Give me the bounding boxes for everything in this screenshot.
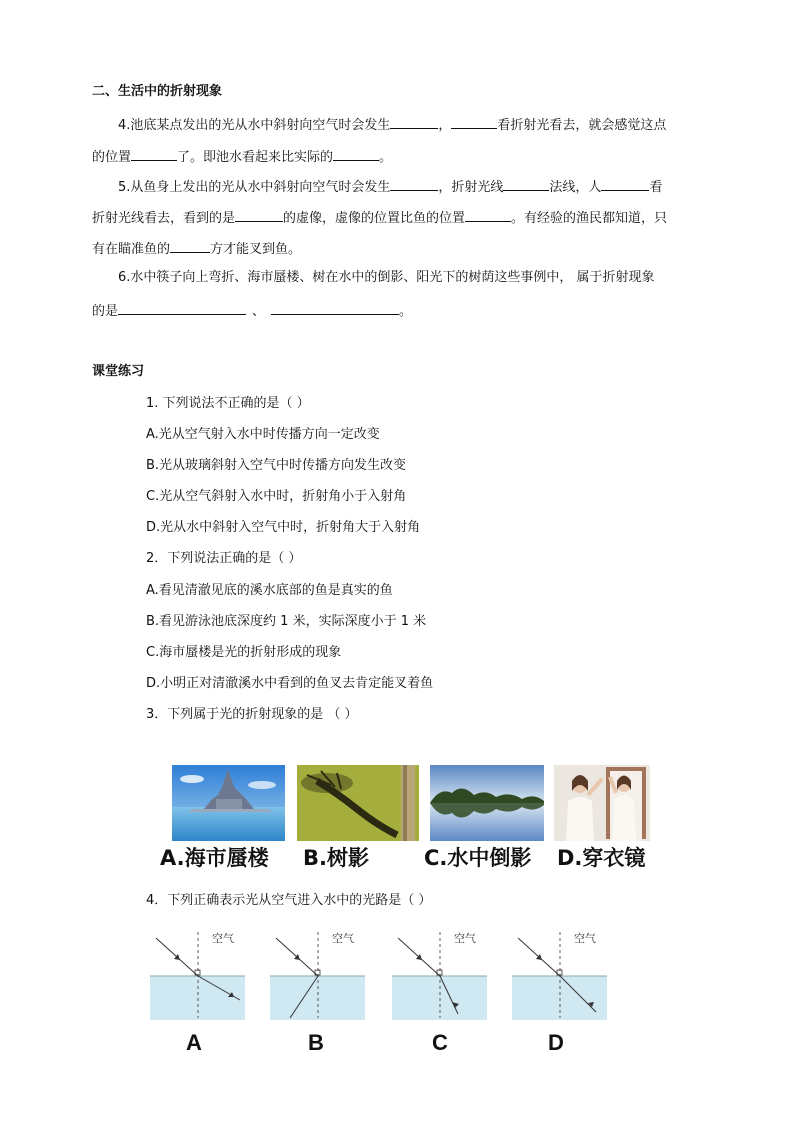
q4-label-a: A [186, 1030, 202, 1055]
practice-q1-option-d[interactable]: D.光从水中斜射入空气中时，折射角大于入射角 [146, 520, 421, 535]
q4-text-3: 看折射光看去，就会感觉这点 [497, 118, 667, 133]
q5-blank-3[interactable] [601, 176, 649, 191]
q5-text-1: 5.从鱼身上发出的光从水中斜射向空气时会发生 [118, 180, 391, 195]
q4-label-c: C [432, 1030, 448, 1055]
practice-q3-stem: 3．下列属于光的折射现象的是 （ ） [146, 707, 358, 722]
section-heading: 二、生活中的折射现象 [92, 84, 223, 99]
light-path-diagram-d[interactable] [512, 928, 607, 1024]
q4-blank-2[interactable] [451, 114, 497, 129]
q5-blank-5[interactable] [465, 207, 511, 222]
q4-blank-1[interactable] [390, 114, 438, 129]
q5-text-2: ，折射光线 [438, 180, 504, 195]
q6-text-1: 的是 [92, 304, 119, 319]
practice-q1-option-c[interactable]: C.光从空气斜射入水中时，折射角小于入射角 [146, 489, 407, 504]
q6-blank-1[interactable] [118, 300, 246, 315]
q4-text-4: 的位置 [92, 150, 132, 165]
light-path-diagram-c[interactable] [392, 928, 487, 1024]
q6-text-2: 、 [252, 304, 266, 319]
q4-line1 [118, 114, 666, 136]
practice-q2-option-c[interactable]: C.海市蜃楼是光的折射形成的现象 [146, 645, 342, 660]
light-path-diagram-a[interactable] [150, 928, 245, 1024]
practice-q2-stem: 2．下列说法正确的是（ ） [146, 551, 302, 566]
q4-blank-4[interactable] [333, 146, 379, 161]
q5-text-4: 看 [649, 180, 663, 195]
q5-blank-2[interactable] [503, 176, 549, 191]
q5-text-9: 方才能叉到鱼。 [210, 242, 302, 257]
practice-q4-stem: 4．下列正确表示光从空气进入水中的光路是（ ） [146, 893, 432, 908]
practice-q2-option-a[interactable]: A.看见清澈见底的溪水底部的鱼是真实的鱼 [146, 583, 393, 598]
q4-line2 [92, 146, 392, 168]
tree-shadow-photo[interactable] [297, 765, 419, 841]
practice-q1-option-b[interactable]: B.光从玻璃斜射入空气中时传播方向发生改变 [146, 458, 407, 473]
air-label-d: 空气 [574, 932, 596, 945]
q3-label-a: A.海市蜃楼 [160, 846, 269, 870]
water-reflection-photo[interactable] [430, 765, 544, 841]
practice-q1-stem: 1. 下列说法不正确的是（ ） [146, 396, 310, 411]
practice-q2-option-d[interactable]: D.小明正对清澈溪水中看到的鱼叉去肯定能叉着鱼 [146, 676, 434, 691]
q5-line1 [118, 176, 662, 198]
air-label-a: 空气 [212, 932, 234, 945]
mirage-photo[interactable] [172, 765, 285, 841]
q6-line1: 6.水中筷子向上弯折、海市蜃楼、树在水中的倒影、阳光下的树荫这些事例中， 属于折射现象 [118, 270, 655, 285]
q3-label-b: B.树影 [303, 846, 369, 870]
air-label-b: 空气 [332, 932, 354, 945]
q5-text-8: 有在瞄准鱼的 [92, 242, 171, 257]
q4-text-1: 4.池底某点发出的光从水中斜射向空气时会发生 [118, 118, 391, 133]
light-path-diagram-b[interactable] [270, 928, 365, 1024]
q5-text-3: 法线，人 [549, 180, 602, 195]
q5-text-5: 折射光线看去，看到的是 [92, 211, 236, 226]
q4-text-2: ， [438, 118, 452, 133]
q4-label-d: D [548, 1030, 564, 1055]
q4-text-5: 了。即池水看起来比实际的 [177, 150, 334, 165]
q4-label-b: B [308, 1030, 324, 1055]
practice-heading: 课堂练习 [92, 364, 145, 379]
q5-blank-4[interactable] [235, 207, 283, 222]
q3-label-d: D.穿衣镜 [557, 846, 646, 870]
mirror-photo[interactable] [554, 765, 650, 841]
q4-text-6: 。 [379, 150, 393, 165]
q5-text-6: 的虚像，虚像的位置比鱼的位置 [283, 211, 466, 226]
q5-line2 [92, 207, 667, 229]
practice-q2-option-b[interactable]: B.看见游泳池底深度约 1 米，实际深度小于 1 米 [146, 614, 427, 629]
q6-line2 [92, 300, 412, 322]
q5-line3 [92, 238, 301, 260]
air-label-c: 空气 [454, 932, 476, 945]
q5-text-7: 。有经验的渔民都知道，只 [511, 211, 668, 226]
q3-label-c: C.水中倒影 [424, 846, 532, 870]
q5-blank-1[interactable] [390, 176, 438, 191]
q5-blank-6[interactable] [170, 238, 210, 253]
practice-q1-option-a[interactable]: A.光从空气射入水中时传播方向一定改变 [146, 427, 380, 442]
q4-blank-3[interactable] [131, 146, 177, 161]
q6-blank-2[interactable] [271, 300, 399, 315]
q6-text-3: 。 [399, 304, 413, 319]
